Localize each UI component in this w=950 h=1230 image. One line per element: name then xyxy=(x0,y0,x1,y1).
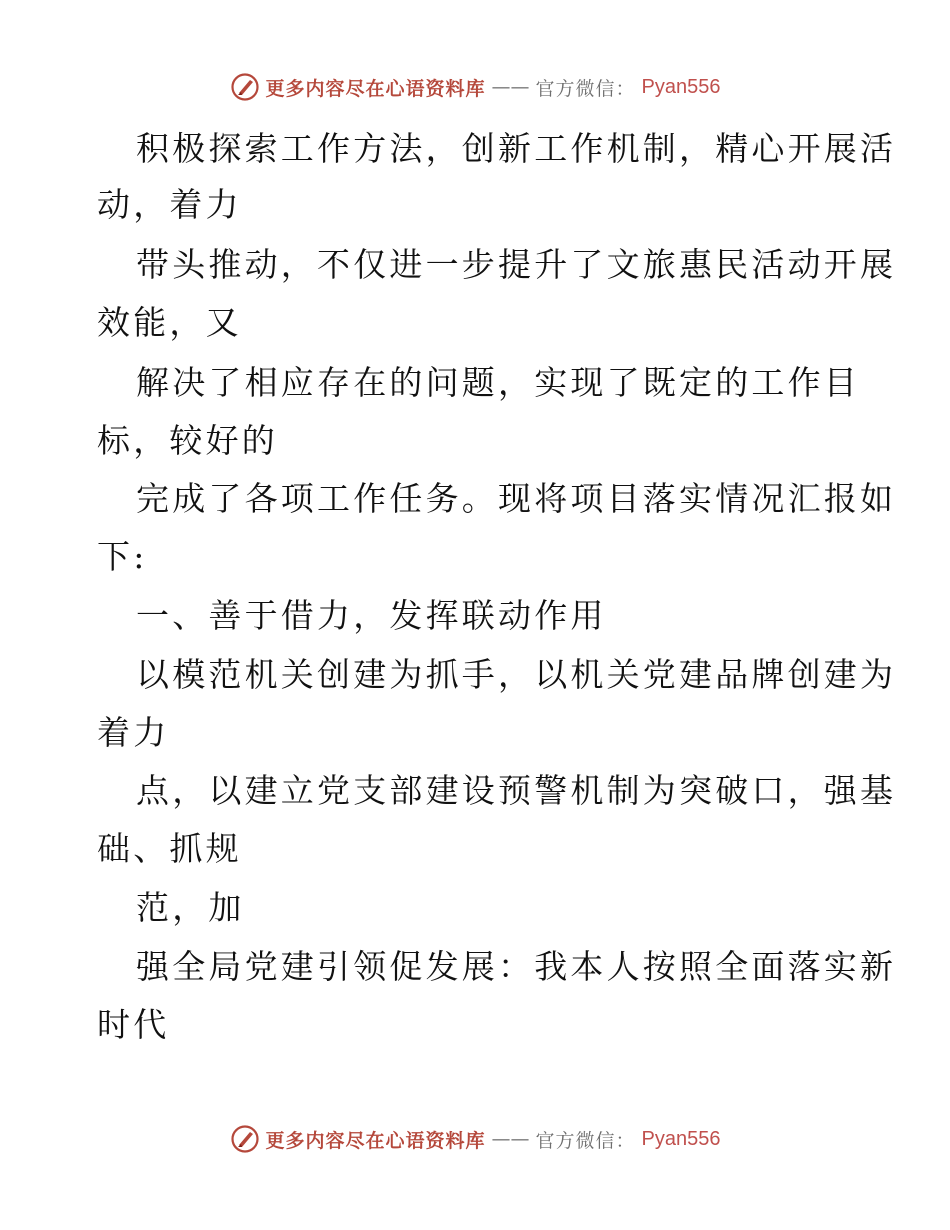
text-line: 完成了各项工作任务。现将项目落实情况汇报如 xyxy=(136,479,897,518)
text-line: 解决了相应存在的问题，实现了既定的工作目 xyxy=(136,363,860,402)
text-line: 标，较好的 xyxy=(97,421,278,460)
watermark-wechat-id: Pyan556 xyxy=(641,1127,721,1150)
quill-seal-icon xyxy=(230,1124,260,1154)
watermark-wechat-id: Pyan556 xyxy=(641,75,721,98)
text-line: 以模范机关创建为抓手，以机关党建品牌创建为 xyxy=(136,655,897,694)
watermark-wechat-label: 官方微信： xyxy=(535,77,636,100)
text-line: 范，加 xyxy=(136,888,245,927)
text-line: 下: xyxy=(97,537,148,576)
quill-seal-icon xyxy=(230,72,260,102)
watermark-brand-text: 更多内容尽在心语资料库 xyxy=(265,1129,486,1152)
watermark-dash: —— xyxy=(491,76,530,98)
watermark-dash: —— xyxy=(491,1128,530,1150)
text-line: 础、抓规 xyxy=(97,829,242,868)
watermark-brand-text: 更多内容尽在心语资料库 xyxy=(265,77,486,100)
section-heading: 一、善于借力，发挥联动作用 xyxy=(136,596,607,635)
text-line: 强全局党建引领促发展：我本人按照全面落实新 xyxy=(136,947,897,986)
watermark-wechat-label: 官方微信： xyxy=(535,1129,636,1152)
footer-watermark xyxy=(0,1124,950,1154)
text-line: 动，着力 xyxy=(97,185,242,224)
text-line: 着力 xyxy=(97,713,170,752)
text-line: 积极探索工作方法，创新工作机制，精心开展活 xyxy=(136,129,897,168)
text-line: 效能，又 xyxy=(97,303,242,342)
header-watermark xyxy=(0,72,950,102)
text-line: 时代 xyxy=(97,1005,170,1044)
text-line: 点，以建立党支部建设预警机制为突破口，强基 xyxy=(136,771,897,810)
text-line: 带头推动，不仅进一步提升了文旅惠民活动开展 xyxy=(136,245,897,284)
